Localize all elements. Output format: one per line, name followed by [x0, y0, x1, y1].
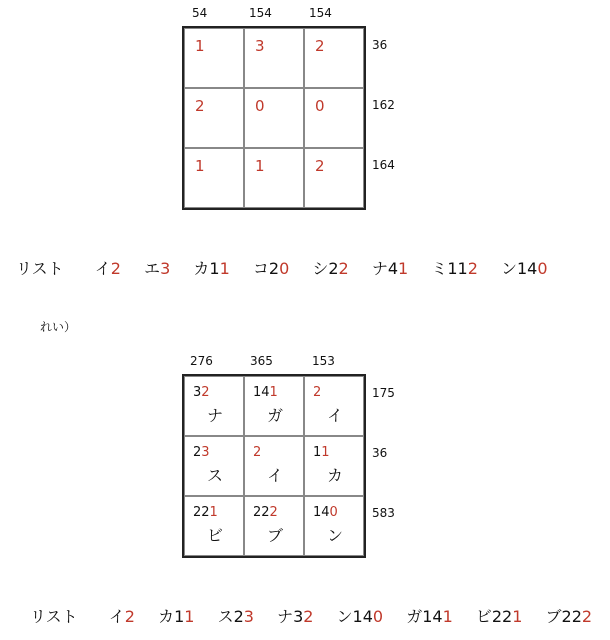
list-item-kana: イ: [94, 259, 111, 278]
list-item-count: 14: [352, 607, 373, 626]
grid2-col-label: 365: [250, 354, 273, 368]
cell-count: 22: [253, 505, 270, 520]
cell-count: 1: [313, 445, 322, 460]
grid2-cell-kana: ガ: [267, 406, 284, 425]
list-item-red: 0: [537, 259, 548, 278]
list-item-red: 1: [398, 259, 409, 278]
list-item-count: 3: [293, 607, 304, 626]
grid2-cell-kana: イ: [267, 466, 284, 485]
cell-count: 14: [313, 505, 330, 520]
list-item: [337, 604, 384, 627]
cell-red: 2: [269, 505, 278, 520]
grid1-col-label: 154: [309, 6, 332, 20]
list-item: [372, 256, 408, 279]
list-item-count: 22: [561, 607, 582, 626]
list-item: [95, 256, 121, 279]
grid2-cell-number: [253, 445, 261, 460]
grid2-cell: [304, 496, 364, 556]
list-item-red: 2: [338, 259, 349, 278]
list-item-red: 1: [184, 607, 195, 626]
list-item: [431, 256, 478, 279]
cell-red: 3: [201, 445, 210, 460]
grid2-cell-number: [313, 445, 330, 460]
list-item-red: 0: [279, 259, 290, 278]
list-item-kana: エ: [144, 259, 161, 278]
list-item-red: 0: [372, 607, 384, 626]
cell-red: 2: [313, 385, 322, 400]
grid1-cell: [304, 28, 364, 88]
grid2-cell-number: [253, 385, 278, 400]
list-item: [546, 604, 593, 627]
list-item-red: 3: [160, 259, 171, 278]
grid1-cell-number: 1: [255, 157, 265, 175]
cell-count: 14: [253, 385, 270, 400]
grid1-col-label: 154: [249, 6, 272, 20]
list-item-red: 2: [124, 607, 135, 626]
list-item-count: 2: [268, 259, 280, 278]
grid1-cell-number: 2: [195, 97, 205, 115]
grid2-row-label: 175: [372, 386, 395, 400]
grid2-cell: [184, 436, 244, 496]
grid1-cell: [244, 88, 304, 148]
list-item-red: 1: [512, 607, 523, 626]
list1: [16, 256, 566, 279]
list-item: [144, 256, 170, 279]
list-item: [109, 604, 135, 627]
grid1-row-label: 162: [372, 98, 395, 112]
grid2-cell: [304, 376, 364, 436]
grid1-row-label: 36: [372, 38, 388, 52]
grid2-cell: [184, 376, 244, 436]
cell-count: 2: [193, 445, 202, 460]
cell-red: 1: [209, 505, 218, 520]
grid2-col-label: 276: [190, 354, 213, 368]
grid2-cell-number: [313, 505, 338, 520]
list-item-kana: ガ: [406, 607, 423, 626]
cell-count: 3: [193, 385, 202, 400]
list-item-count: 1: [209, 259, 220, 278]
grid2-cell-number: [193, 445, 210, 460]
cell-red: 0: [329, 505, 338, 520]
list-item-kana: ビ: [475, 607, 492, 626]
grid1-col-label: 54: [192, 6, 208, 20]
list1-title: リスト: [16, 259, 64, 278]
grid2-cell-kana: カ: [327, 466, 344, 485]
grid2-cell: [304, 436, 364, 496]
list-item: [476, 604, 523, 627]
list-item: [312, 256, 348, 279]
list-item-red: 1: [442, 607, 453, 626]
grid1-cell-number: 3: [255, 37, 265, 55]
grid1-cell-number: 1: [195, 37, 205, 55]
list-item: [501, 256, 548, 279]
list-item-kana: ン: [500, 259, 517, 278]
grid1-cell: [184, 148, 244, 208]
list-item-kana: カ: [158, 607, 175, 626]
list-item: [193, 256, 229, 279]
list2: [30, 604, 610, 627]
grid1: [182, 26, 366, 210]
grid1-cell: [244, 28, 304, 88]
cell-count: 22: [193, 505, 210, 520]
cell-red: 1: [321, 445, 330, 460]
grid2: [182, 374, 366, 558]
list-item-kana: ブ: [545, 607, 562, 626]
list-item-count: 4: [387, 259, 399, 278]
grid2-cell: [184, 496, 244, 556]
list-item-count: 2: [233, 607, 244, 626]
list-item: [406, 604, 453, 627]
list-item-kana: イ: [108, 607, 125, 626]
grid1-cell: [184, 28, 244, 88]
list2-title: リスト: [30, 607, 78, 626]
grid2-row-label: 36: [372, 446, 388, 460]
list-item: [158, 604, 194, 627]
list-item-kana: ン: [336, 607, 353, 626]
list-item-red: 2: [303, 607, 314, 626]
grid2-cell-kana: ブ: [267, 526, 284, 545]
grid1-cell: [304, 88, 364, 148]
list-item-red: 2: [467, 259, 478, 278]
list-item-kana: カ: [193, 259, 210, 278]
list-item-kana: シ: [312, 259, 329, 278]
list-item-kana: ス: [217, 607, 234, 626]
grid2-cell-kana: ビ: [207, 526, 224, 545]
grid2-cell-number: [253, 505, 278, 520]
grid2-cell-number: [193, 385, 210, 400]
grid1-cell: [184, 88, 244, 148]
grid2-cell-number: [313, 385, 321, 400]
list-item-red: 3: [243, 607, 254, 626]
list-item-red: 1: [219, 259, 230, 278]
grid1-cell-number: 2: [315, 37, 325, 55]
grid2-col-label: 153: [312, 354, 335, 368]
list-item-count: 14: [422, 607, 443, 626]
cell-red: 2: [253, 445, 262, 460]
grid2-row-label: 583: [372, 506, 395, 520]
grid2-cell-kana: ス: [207, 466, 224, 485]
grid2-cell-kana: ナ: [207, 406, 224, 425]
cell-red: 2: [201, 385, 210, 400]
list-item-kana: ナ: [277, 607, 294, 626]
grid1-cell: [304, 148, 364, 208]
list-item-kana: ミ: [431, 259, 448, 278]
grid1-cell-number: 0: [255, 97, 265, 115]
grid1-row-label: 164: [372, 158, 395, 172]
list-item-red: 2: [581, 607, 593, 626]
list-item-kana: ナ: [371, 259, 388, 278]
list-item-kana: コ: [252, 259, 269, 278]
list-item-count: 2: [328, 259, 339, 278]
grid2-cell-kana: ン: [327, 526, 344, 545]
cell-red: 1: [269, 385, 278, 400]
list-item-count: 1: [174, 607, 185, 626]
grid1-cell-number: 0: [315, 97, 325, 115]
example-label: れい）: [40, 320, 77, 334]
grid2-cell-number: [193, 505, 218, 520]
grid1-cell-number: 2: [315, 157, 325, 175]
grid2-cell: [244, 376, 304, 436]
grid2-cell: [244, 496, 304, 556]
grid1-cell-number: 1: [195, 157, 205, 175]
list-item-count: 14: [516, 259, 538, 278]
list-item-count: 11: [447, 259, 468, 278]
grid1-cell: [244, 148, 304, 208]
list-item-count: 22: [491, 607, 513, 626]
list-item: [218, 604, 254, 627]
grid2-cell: [244, 436, 304, 496]
list-item: [277, 604, 313, 627]
list-item-red: 2: [110, 259, 121, 278]
grid2-cell-kana: イ: [327, 406, 344, 425]
list-item: [253, 256, 289, 279]
